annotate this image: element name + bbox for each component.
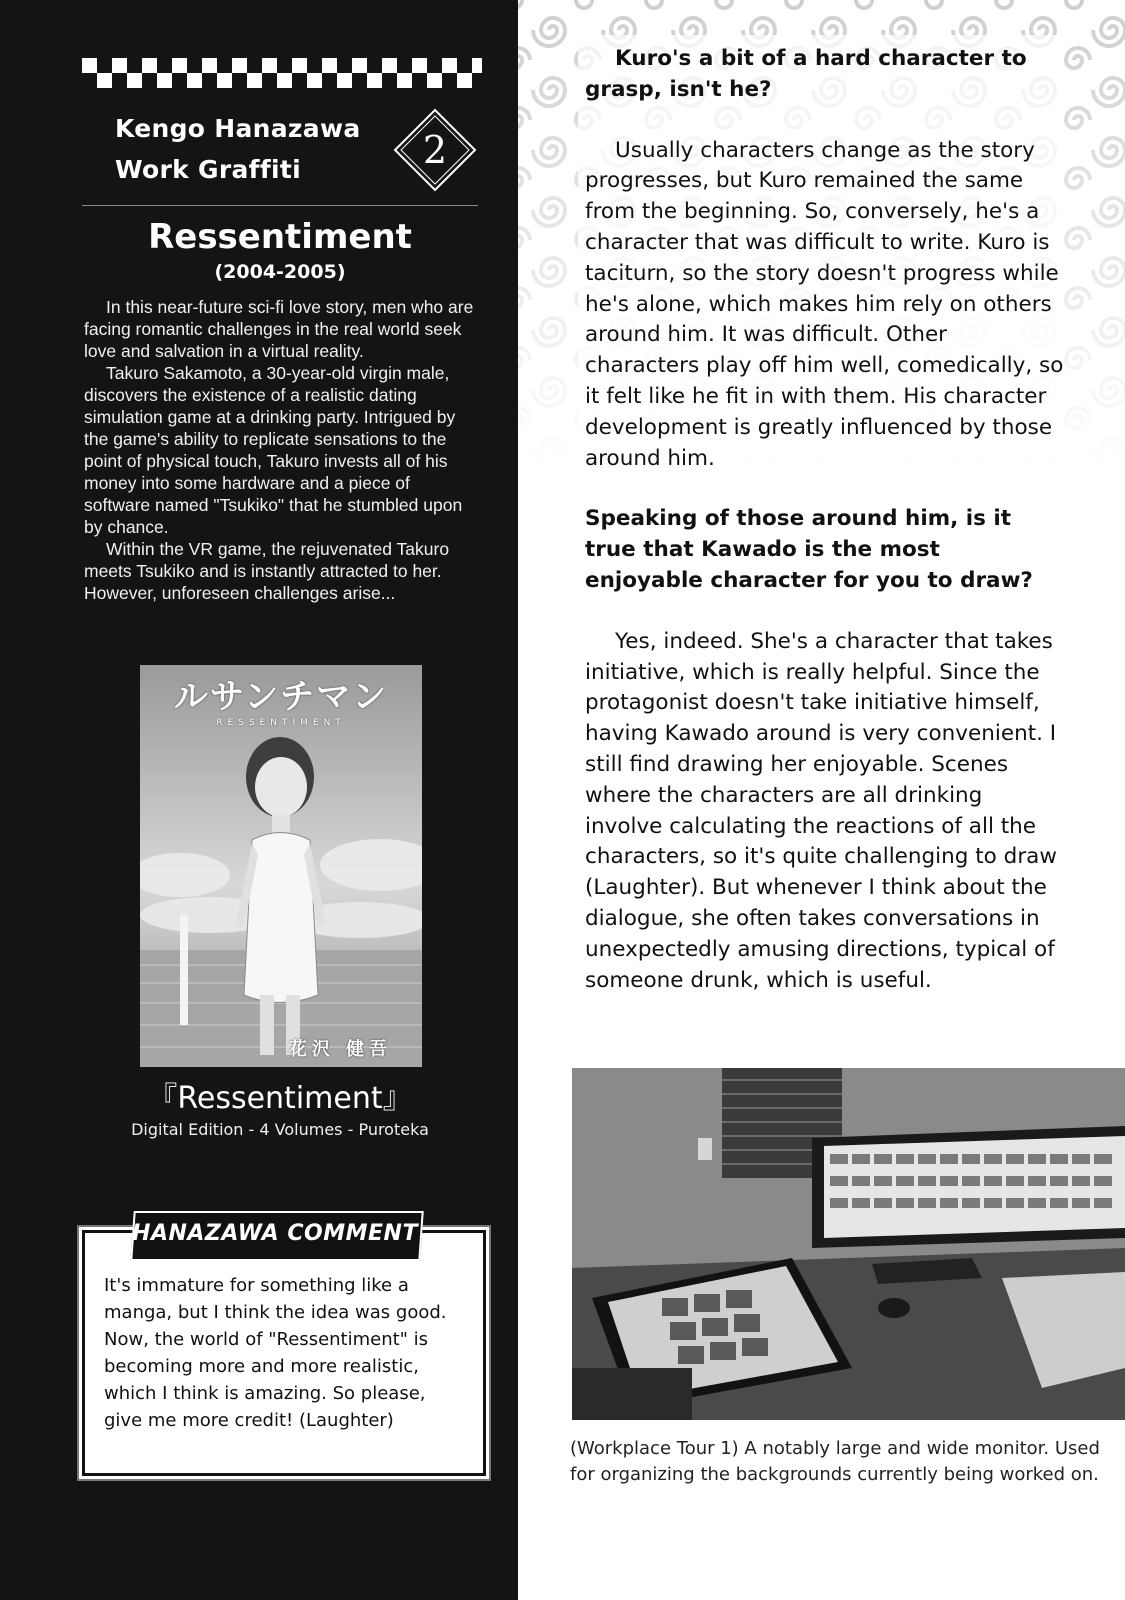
workplace-illustration [572, 1068, 1125, 1420]
interview-question: Kuro's a bit of a hard character to grasp, isn't he? [585, 46, 1027, 102]
photo-caption: (Workplace Tour 1) A notably large and wide monitor. Used for organizing the backgrounds currently being worked on. [570, 1438, 1100, 1485]
workplace-photo [572, 1068, 1125, 1420]
work-years: (2004-2005) [214, 261, 346, 283]
series-header [115, 108, 485, 196]
book-meta: Digital Edition - 4 Volumes - Puroteka [131, 1120, 429, 1139]
left-panel [0, 0, 518, 1600]
synopsis-paragraph: Within the VR game, the rejuvenated Takuro meets Tsukiko and is instantly attracted to her. However, unforeseen challenges arise... [84, 539, 450, 603]
work-title: Ressentiment [148, 217, 412, 257]
synopsis [84, 296, 480, 604]
checkered-border [82, 58, 482, 88]
book-cover-image [140, 665, 422, 1067]
cover-author: 花沢 健吾 [288, 1039, 392, 1060]
synopsis-paragraph: Takuro Sakamoto, a 30-year-old virgin male, discovers the existence of a realistic dating simulation game at a drinking party. Intrigued by the game's ability to replicate sensations to the point of physical touch, Takuro invests all of his money into some hardware and a piece of software named "Tsukiko" that he stumbled upon by chance. [84, 363, 463, 537]
synopsis-paragraph: In this near-future sci-fi love story, men who are facing romantic challenges in the real world seek love and salvation in a virtual reality. [84, 297, 474, 361]
comment-heading: HANAZAWA COMMENT [132, 1221, 418, 1246]
divider [82, 205, 478, 206]
series-name: Kengo Hanazawa Work Graffiti [115, 114, 361, 184]
interview-text [585, 44, 1065, 996]
interview-question: Speaking of those around him, is it true that Kawado is the most enjoyable character for you to draw? [585, 506, 1033, 593]
cover-title-en: RESSENTIMENT [216, 718, 346, 728]
book-caption: 『Ressentiment』 [147, 1081, 413, 1116]
comment-text: It's immature for something like a manga, but I think the idea was good. Now, the world of "Ressentiment" is becoming more and more realistic, which I think is amazing. So please, give me more credit! (Laughter) [104, 1275, 447, 1431]
issue-number: 2 [422, 128, 448, 172]
interview-answer: Usually characters change as the story progresses, but Kuro remained the same from the beginning. So, conversely, he's a character that was difficult to write. Kuro is taciturn, so the story doesn't progress while he's alone, which makes him rely on others around him. It was difficult. Other characters play off him well, comedically, so it felt like he fit in with them. His character development is greatly influenced by those around him. [585, 137, 1064, 471]
interview-answer: Yes, indeed. She's a character that takes initiative, which is really helpful. Since the protagonist doesn't take initiative himself, having Kawado around is very convenient. I still find drawing her enjoyable. Scenes where the characters are all drinking involve calculating the reactions of all the characters, so it's quite challenging to draw (Laughter). But whenever I think about the dialogue, she often takes conversations in unexpectedly amusing directions, typical of someone drunk, which is useful. [585, 628, 1057, 993]
cover-title-jp: ルサンチマン [173, 677, 389, 717]
